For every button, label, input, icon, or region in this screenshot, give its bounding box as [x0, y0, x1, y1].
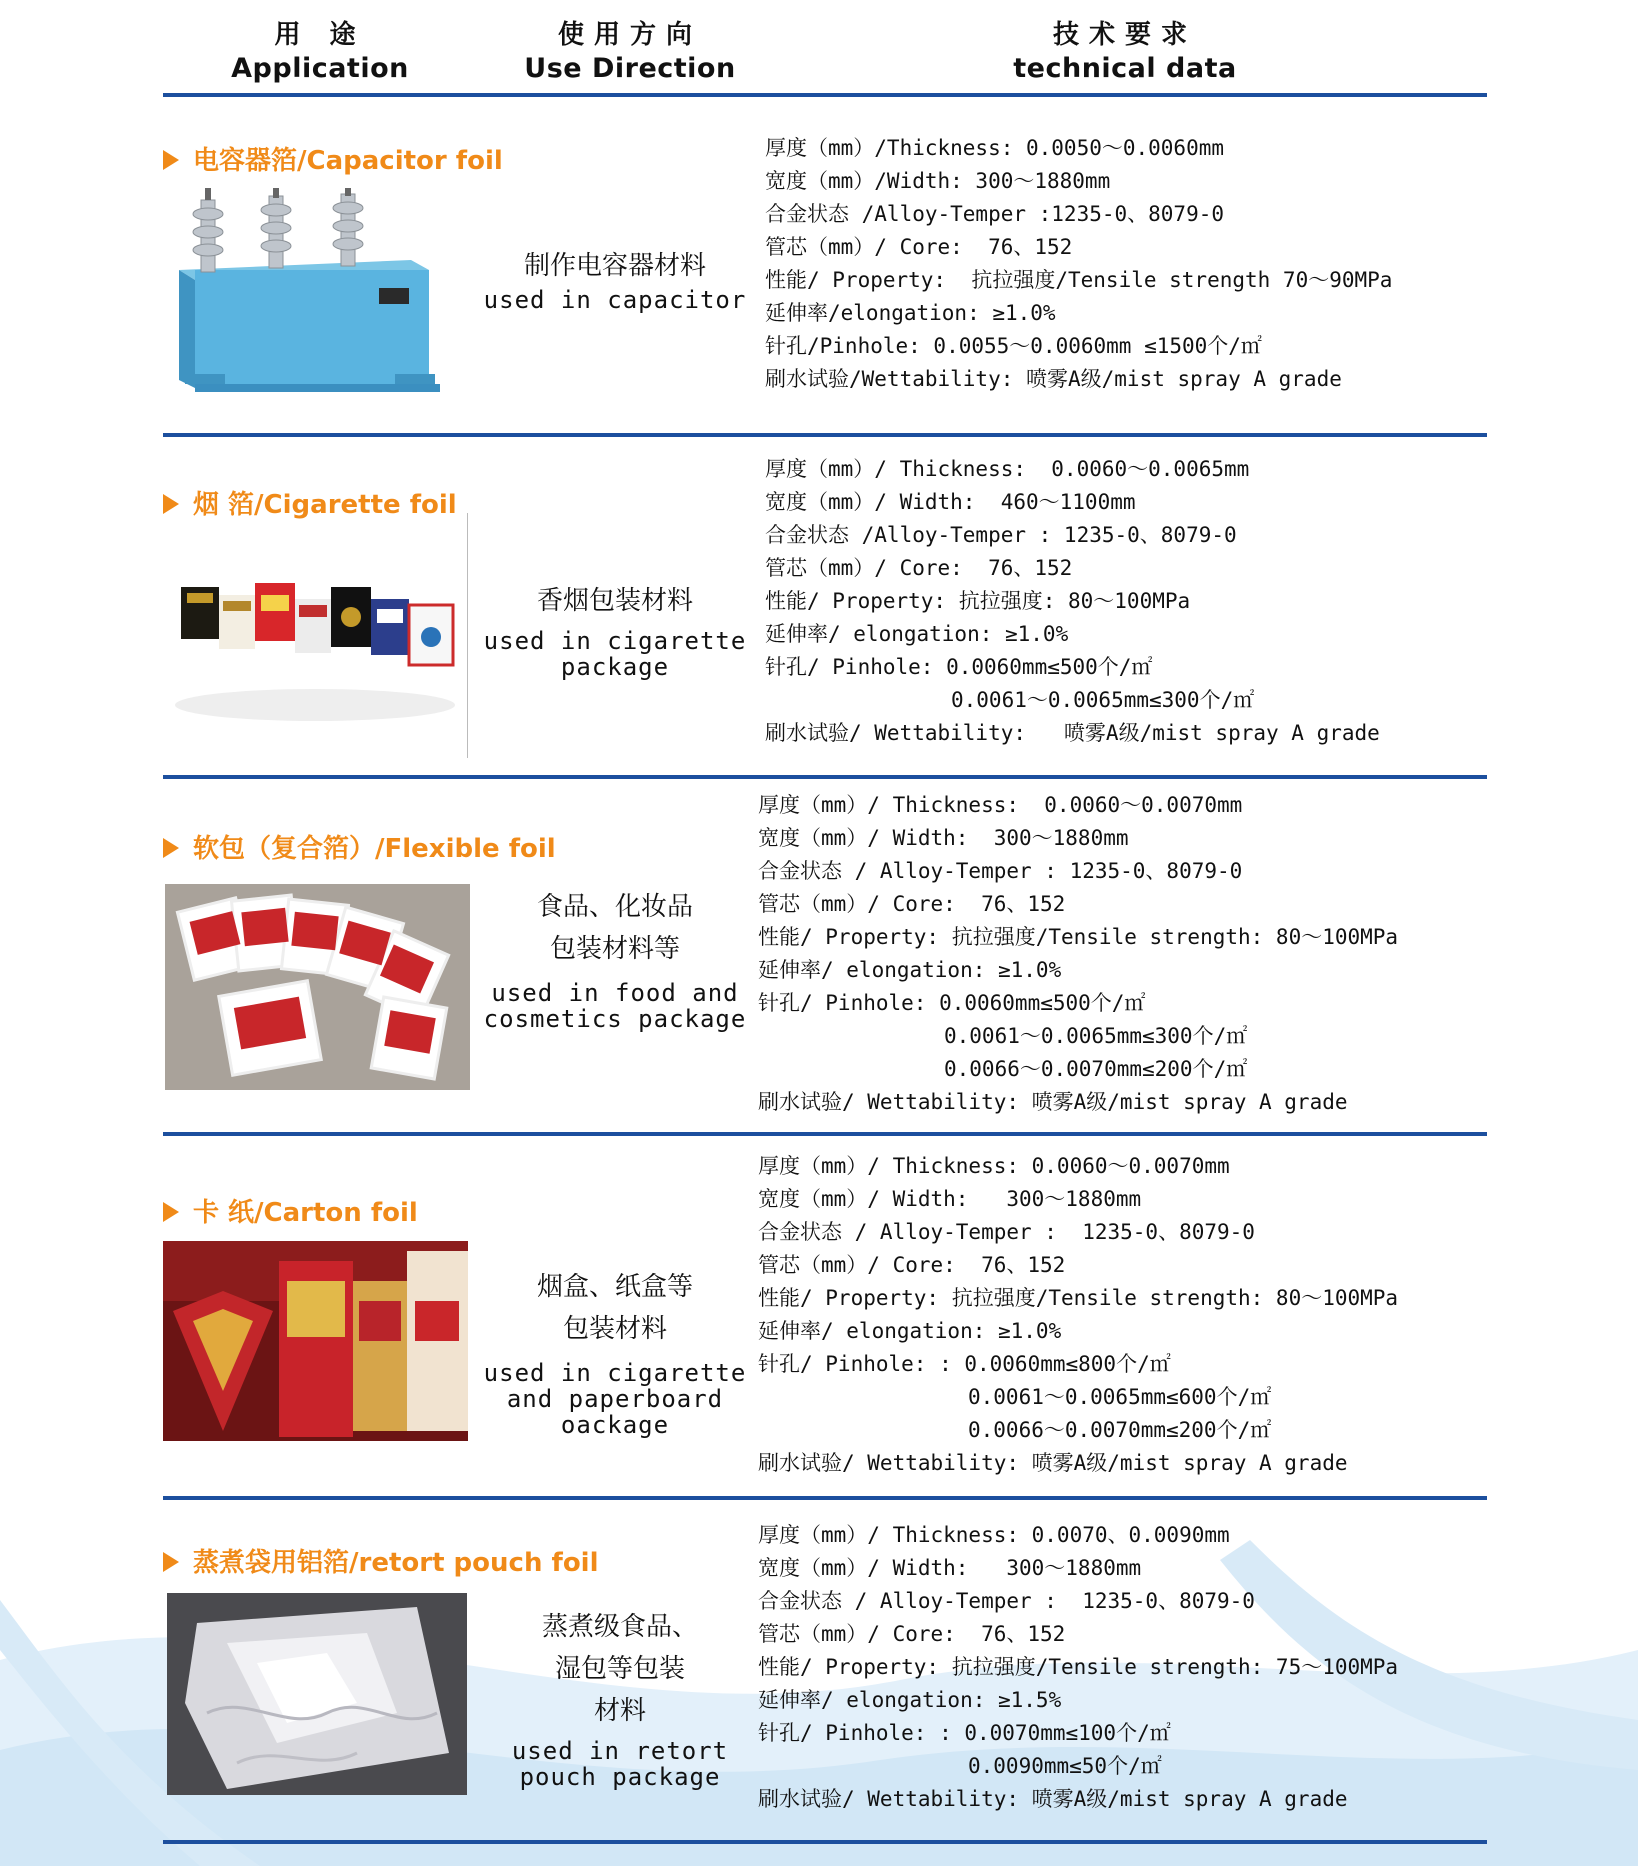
spec-alloy-temper: 合金状态 / Alloy-Temper : 1235-0、8079-0 [758, 1220, 1255, 1244]
spec-thickness: 厚度（mm）/ Thickness: 0.0060～0.0065mm [765, 457, 1250, 481]
use-direction-capacitor [480, 245, 750, 313]
use-zh-line: 烟盒、纸盒等 [536, 1272, 693, 1302]
use-zh-line: 制作电容器材料 [523, 251, 706, 281]
section-title-retort: 蒸煮袋用铝箔/retort pouch foil [163, 1542, 599, 1579]
spec-elongation: 延伸率/ elongation: ≥1.5% [758, 1688, 1062, 1712]
spec-alloy-temper: 合金状态 / Alloy-Temper : 1235-0、8079-0 [758, 1589, 1255, 1613]
spec-pinhole-cont: 0.0061～0.0065mm≤600个/㎡ [968, 1385, 1272, 1409]
section-title-flexible: 软包（复合箔）/Flexible foil [163, 828, 556, 865]
use-zh-line: 材料 [593, 1696, 646, 1726]
spec-thickness: 厚度（mm）/Thickness: 0.0050～0.0060mm [765, 136, 1225, 160]
spec-core: 管芯（mm）/ Core: 76、152 [758, 1622, 1066, 1646]
header-use-zh: 使用方向 [557, 20, 702, 50]
spec-elongation: 延伸率/ elongation: ≥1.0% [758, 1319, 1062, 1343]
use-direction-carton [480, 1266, 750, 1438]
spec-pinhole-cont: 0.0061～0.0065mm≤300个/㎡ [951, 688, 1255, 712]
use-en-line: pouch package [519, 1763, 721, 1791]
header-tech-zh: 技术要求 [1052, 20, 1197, 50]
use-en-line: used in food and [491, 979, 739, 1007]
use-en-line: used in cigarette [483, 627, 747, 655]
tech-data-capacitor [765, 132, 1392, 396]
use-zh-line: 蒸煮级食品、 [541, 1612, 698, 1642]
sachets-photo [165, 884, 470, 1090]
triangle-bullet-icon [163, 1202, 179, 1222]
tech-data-cigarette [765, 453, 1380, 750]
header-application-zh: 用 途 [274, 20, 366, 50]
header-use-direction [500, 18, 760, 86]
spec-property: 性能/ Property: 抗拉强度/Tensile strength: 75～100MPa [758, 1655, 1399, 1679]
header-technical-data [990, 18, 1260, 86]
carton-boxes-photo [163, 1241, 468, 1441]
spec-pinhole: 针孔/ Pinhole: 0.0060mm≤500个/㎡ [758, 991, 1146, 1015]
spec-wettability: 刷水试验/ Wettability: 喷雾A级/mist spray A grade [758, 1787, 1348, 1811]
use-en-line: package [560, 653, 670, 681]
header-divider [163, 93, 1487, 97]
tech-data-carton [758, 1150, 1398, 1480]
triangle-bullet-icon [163, 1552, 179, 1572]
use-zh-line: 包装材料等 [549, 934, 680, 964]
spec-property: 性能/ Property: 抗拉强度/Tensile strength: 80～100MPa [758, 1286, 1399, 1310]
spec-core: 管芯（mm）/ Core: 76、152 [765, 235, 1073, 259]
spec-property: 性能/ Property: 抗拉强度/Tensile strength 70～90MPa [765, 268, 1393, 292]
spec-pinhole: 针孔/Pinhole: 0.0055～0.0060mm ≤1500个/㎡ [765, 334, 1262, 358]
spec-width: 宽度（mm）/ Width: 300～1880mm [758, 1187, 1142, 1211]
spec-wettability: 刷水试验/ Wettability: 喷雾A级/mist spray A grade [765, 721, 1380, 745]
triangle-bullet-icon [163, 150, 179, 170]
spec-wettability: 刷水试验/ Wettability: 喷雾A级/mist spray A grade [758, 1090, 1348, 1114]
spec-thickness: 厚度（mm）/ Thickness: 0.0070、0.0090mm [758, 1523, 1230, 1547]
use-direction-flexible [480, 886, 750, 1032]
spec-pinhole: 针孔/ Pinhole: : 0.0070mm≤100个/㎡ [758, 1721, 1171, 1745]
spec-pinhole: 针孔/ Pinhole: 0.0060mm≤500个/㎡ [765, 655, 1153, 679]
section-divider [163, 433, 1487, 437]
spec-wettability: 刷水试验/ Wettability: 喷雾A级/mist spray A grade [758, 1451, 1348, 1475]
spec-pinhole-cont: 0.0066～0.0070mm≤200个/㎡ [944, 1057, 1248, 1081]
use-en-line: used in retort [511, 1737, 729, 1765]
use-direction-retort [480, 1606, 760, 1790]
footer-divider [163, 1840, 1487, 1844]
use-zh-line: 食品、化妆品 [536, 892, 693, 922]
image-divider-line [467, 513, 468, 758]
spec-elongation: 延伸率/ elongation: ≥1.0% [758, 958, 1062, 982]
use-zh-line: 香烟包装材料 [536, 586, 693, 616]
header-application-en: Application [231, 53, 409, 84]
spec-core: 管芯（mm）/ Core: 76、152 [758, 1253, 1066, 1277]
spec-width: 宽度（mm）/ Width: 460～1100mm [765, 490, 1136, 514]
spec-thickness: 厚度（mm）/ Thickness: 0.0060～0.0070mm [758, 793, 1243, 817]
header-tech-en: technical data [1013, 53, 1237, 84]
spec-thickness: 厚度（mm）/ Thickness: 0.0060～0.0070mm [758, 1154, 1230, 1178]
triangle-bullet-icon [163, 838, 179, 858]
spec-elongation: 延伸率/ elongation: ≥1.0% [765, 622, 1069, 646]
tech-data-flexible [758, 789, 1398, 1119]
section-divider [163, 1496, 1487, 1500]
spec-property: 性能/ Property: 抗拉强度: 80～100MPa [765, 589, 1191, 613]
spec-pinhole: 针孔/ Pinhole: : 0.0060mm≤800个/㎡ [758, 1352, 1171, 1376]
tech-data-retort [758, 1519, 1398, 1816]
spec-width: 宽度（mm）/Width: 300～1880mm [765, 169, 1111, 193]
retort-pouch-photo [167, 1593, 467, 1795]
use-direction-cigarette [480, 580, 750, 680]
section-title-cigarette: 烟 箔/Cigarette foil [163, 484, 457, 521]
spec-alloy-temper: 合金状态 /Alloy-Temper : 1235-0、8079-0 [765, 523, 1237, 547]
capacitor-photo [165, 188, 450, 403]
spec-alloy-temper: 合金状态 /Alloy-Temper :1235-0、8079-0 [765, 202, 1225, 226]
use-zh-line: 湿包等包装 [554, 1654, 685, 1684]
spec-wettability: 刷水试验/Wettability: 喷雾A级/mist spray A grade [765, 367, 1342, 391]
use-en-line: used in capacitor [483, 286, 747, 314]
use-zh-line: 包装材料 [562, 1314, 667, 1344]
section-title-capacitor: 电容器箔/Capacitor foil [163, 140, 503, 177]
spec-core: 管芯（mm）/ Core: 76、152 [765, 556, 1073, 580]
triangle-bullet-icon [163, 494, 179, 514]
use-en-line: and paperboard [506, 1385, 724, 1413]
header-application [200, 18, 440, 86]
use-en-line: oackage [560, 1411, 670, 1439]
spec-pinhole-cont: 0.0061～0.0065mm≤300个/㎡ [944, 1024, 1248, 1048]
spec-width: 宽度（mm）/ Width: 300～1880mm [758, 1556, 1142, 1580]
spec-elongation: 延伸率/elongation: ≥1.0% [765, 301, 1056, 325]
spec-property: 性能/ Property: 抗拉强度/Tensile strength: 80～100MPa [758, 925, 1399, 949]
use-en-line: used in cigarette [483, 1359, 747, 1387]
spec-alloy-temper: 合金状态 / Alloy-Temper : 1235-0、8079-0 [758, 859, 1243, 883]
spec-pinhole-cont: 0.0090mm≤50个/㎡ [968, 1754, 1162, 1778]
section-divider [163, 775, 1487, 779]
header-use-en: Use Direction [524, 53, 736, 84]
spec-core: 管芯（mm）/ Core: 76、152 [758, 892, 1066, 916]
spec-pinhole-cont: 0.0066～0.0070mm≤200个/㎡ [968, 1418, 1272, 1442]
section-title-carton: 卡 纸/Carton foil [163, 1192, 418, 1229]
use-en-line: cosmetics package [483, 1005, 747, 1033]
cigarette-packs-photo [175, 565, 460, 725]
spec-width: 宽度（mm）/ Width: 300～1880mm [758, 826, 1129, 850]
section-divider [163, 1132, 1487, 1136]
